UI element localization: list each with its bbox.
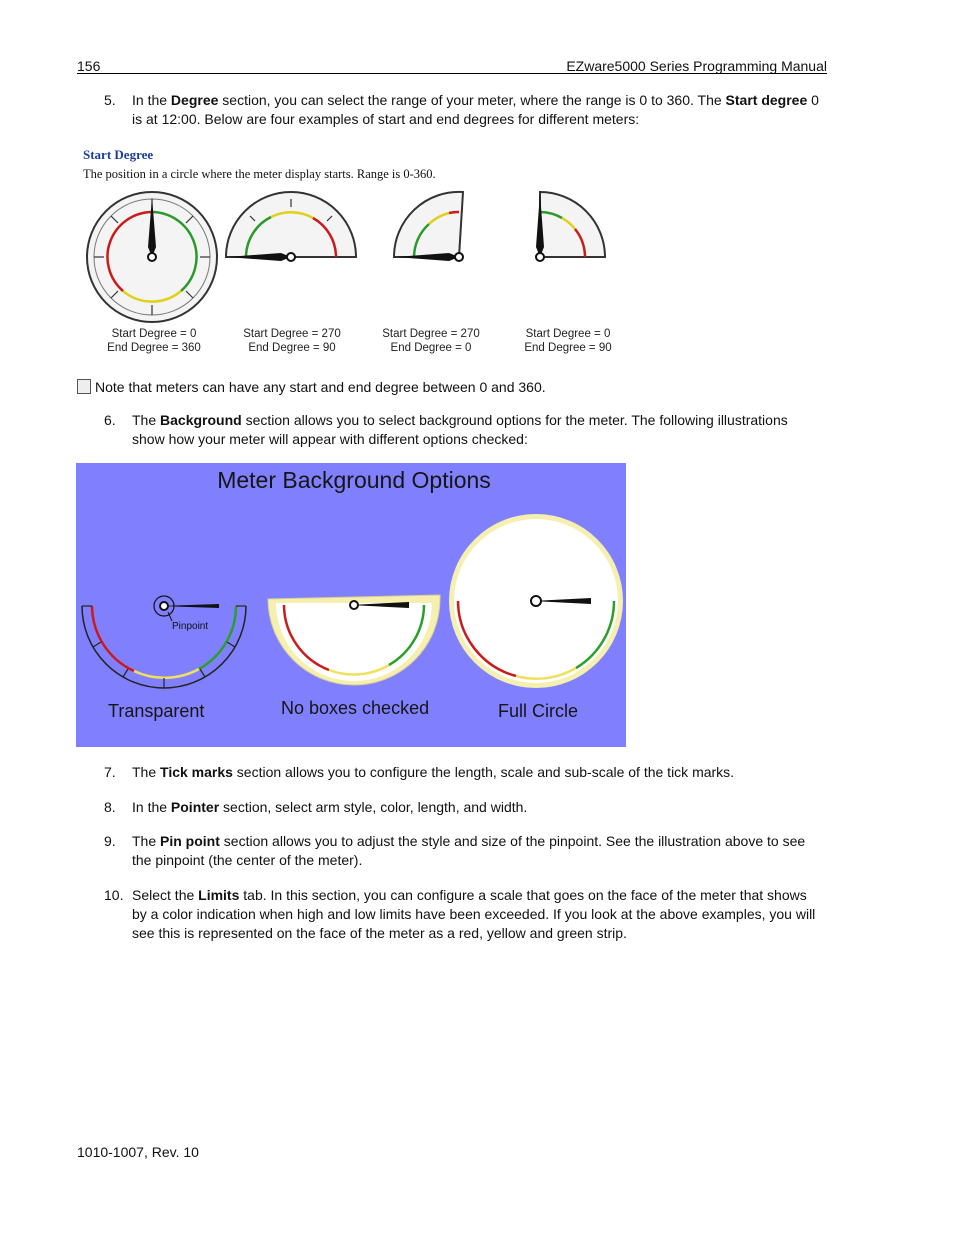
page-number: 156 [77, 58, 101, 74]
item-text [132, 798, 824, 817]
figure-description: The position in a circle where the meter display starts. Range is 0-360. [83, 167, 436, 181]
document-title: EZware5000 Series Programming Manual [566, 58, 827, 74]
meter-full-circle [87, 192, 217, 322]
caption-meter-2 [237, 327, 347, 355]
text-run: section, you can select the range of your meter, where the range is 0 to 360. The [218, 92, 726, 108]
text-run: Select the [132, 887, 199, 903]
item-number: 9. [104, 833, 116, 849]
caption-end: End Degree = 90 [524, 342, 612, 354]
meter-transparent [82, 596, 246, 688]
start-degree-figure [78, 143, 618, 359]
caption-end: End Degree = 90 [248, 342, 336, 354]
figure-title: Meter Background Options [217, 467, 491, 493]
bold-term: Pin point [160, 833, 220, 849]
text-run: section allows you to configure the length, scale and sub-scale of the tick marks. [232, 764, 735, 780]
text-run: section allows you to select background options for the meter. The following illustrations show how your meter will appear with different options checked: [132, 412, 788, 447]
meter-quarter-right [536, 192, 605, 261]
text-run: In the [132, 92, 171, 108]
bold-term: Degree [170, 92, 219, 108]
meter-full-circle-bg [449, 514, 623, 688]
caption-meter-1 [99, 327, 209, 355]
bold-term: Background [160, 412, 242, 428]
caption-end: End Degree = 360 [107, 342, 201, 354]
item-text [132, 886, 824, 943]
note-icon [77, 379, 91, 394]
caption-start: Start Degree = 0 [111, 328, 197, 340]
bold-term: Start degree [725, 92, 808, 108]
note-text: Note that meters can have any start and end degree between 0 and 360. [95, 379, 546, 395]
background-options-figure [76, 463, 626, 747]
bold-term: Pointer [170, 799, 220, 815]
figure-title: Start Degree [83, 147, 154, 162]
meter-half-circle [226, 192, 356, 261]
item-number: 5. [104, 92, 116, 108]
pinpoint-label: Pinpoint [172, 621, 209, 632]
text-run: The [132, 833, 161, 849]
item-number: 8. [104, 799, 116, 815]
label-full-circle: Full Circle [498, 701, 579, 721]
item-number: 10. [104, 887, 124, 903]
header-rule [77, 73, 827, 74]
text-run: In the [132, 799, 171, 815]
text-run: The [132, 764, 161, 780]
caption-meter-3 [376, 327, 486, 355]
item-text [132, 411, 824, 449]
caption-end: End Degree = 0 [390, 342, 472, 354]
text-run: section allows you to adjust the style and size of the pinpoint. See the illustration above to see the pinpoint (the center of the meter). [132, 833, 806, 868]
text-run: The [132, 412, 161, 428]
item-number: 7. [104, 764, 116, 780]
label-transparent: Transparent [108, 701, 205, 721]
text-run: tab. In this section, you can configure a scale that goes on the face of the meter that shows by a color indication when high and low limits have been exceeded. If you look at the above examples, you will see this is represented on the face of the meter as a red, yellow and green strip. [132, 887, 816, 941]
caption-start: Start Degree = 270 [382, 328, 480, 340]
caption-meter-4 [513, 327, 623, 355]
item-text [132, 763, 824, 782]
meter-quarter-circle [394, 192, 463, 261]
item-number: 6. [104, 412, 116, 428]
item-text [132, 91, 824, 129]
bold-term: Limits [198, 887, 240, 903]
text-run: section, select arm style, color, length, and width. [219, 799, 528, 815]
caption-start: Start Degree = 0 [525, 328, 611, 340]
bold-term: Tick marks [160, 764, 233, 780]
label-no-boxes-checked: No boxes checked [281, 698, 430, 718]
item-text [132, 832, 824, 870]
text-run: 0 is at 12:00. Below are four examples of start and end degrees for different meters: [132, 92, 819, 127]
caption-start: Start Degree = 270 [243, 328, 341, 340]
footer-doc-number: 1010-1007, Rev. 10 [77, 1144, 199, 1160]
note [77, 377, 546, 397]
meter-no-boxes [268, 595, 440, 685]
